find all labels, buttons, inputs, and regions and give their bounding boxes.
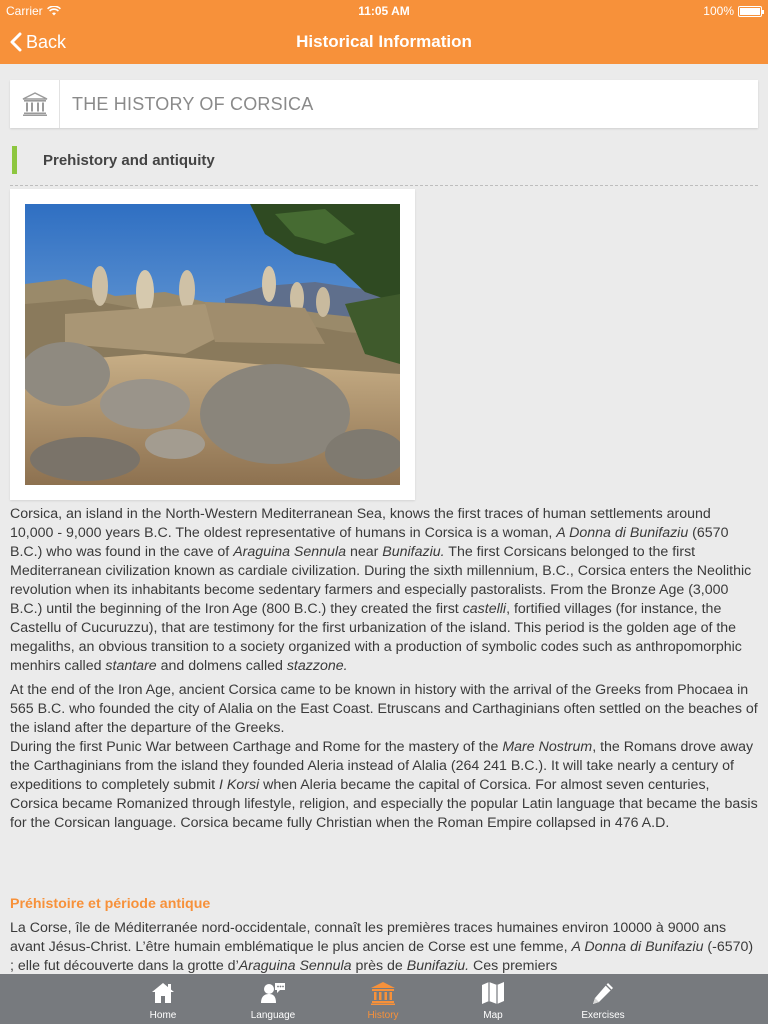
tab-home[interactable] bbox=[108, 974, 218, 1024]
status-bar bbox=[0, 0, 768, 20]
tab-bar bbox=[0, 974, 768, 1024]
museum-icon bbox=[22, 92, 48, 116]
english-paragraph-1: Corsica, an island in the North-Western Mediterranean Sea, knows the first traces of human settlements around 10,000 - 9,000 years B.C. The oldest representative of humans in Corsica is a woman, A Donna di Bunifaziu (6570 B.C.) who was found in the cave of Araguina Sennula near Bunifaziu. The first Corsicans belonged to the first Mediterranean civilization known as cardiale civilization. During the sixth millennium, B.C., Corsica enters the Neolithic revolution when its inhabitants become sedentary farmers and especially pastoralists. From the Bronze Age (3,000 B.C.) until the beginning of the Iron Age (800 B.C.) they created the first castelli, fortified villages (for instance, the Castellu of Cucuruzzu), that are testimony for the first urbanization of the island. This period is the golden age of the megaliths, an obvious transition to a society organized with a production of symbolic codes such as anthropomorphic menhirs called stantare and dolmens called stazzone. bbox=[10, 506, 752, 674]
megalith-photo bbox=[25, 204, 400, 485]
italic-term: Bunifaziu. bbox=[406, 958, 470, 974]
tab-language-label: Language bbox=[250, 1010, 296, 1021]
navigation-bar bbox=[0, 20, 768, 64]
section-title: Prehistory and antiquity bbox=[43, 151, 215, 169]
italic-term: Araguina Sennula bbox=[233, 544, 346, 560]
tab-history-label: History bbox=[367, 1010, 399, 1021]
section-divider bbox=[10, 185, 758, 186]
battery-label: 100% bbox=[703, 4, 734, 18]
map-icon bbox=[480, 980, 506, 1006]
italic-term: I Korsi bbox=[218, 777, 260, 793]
back-label: Back bbox=[26, 31, 67, 52]
carrier-label: Carrier bbox=[6, 4, 43, 18]
italic-term: stazzone. bbox=[286, 658, 348, 674]
clock: 11:05 AM bbox=[358, 4, 410, 18]
italic-term: Bunifaziu. bbox=[382, 544, 445, 560]
italic-term: castelli bbox=[462, 601, 507, 617]
tab-home-label: Home bbox=[149, 1010, 177, 1021]
language-icon bbox=[260, 980, 286, 1006]
history-title: THE HISTORY OF CORSICA bbox=[72, 93, 314, 114]
history-icon bbox=[370, 980, 396, 1006]
tab-exercises[interactable] bbox=[548, 974, 658, 1024]
italic-term: A Donna di Bunifaziu bbox=[571, 939, 704, 955]
section-header bbox=[12, 146, 215, 174]
french-paragraph-1: La Corse, île de Méditerranée nord-occidentale, connaît les premières traces humaines environ 10000 à 9000 ans avant Jésus-Christ. L’être humain emblématique le plus ancien de Corse est une femme, A Donna di Bunifaziu (-6570) ; elle fut découverte dans la grotte d’Araguina Sennula près de Bunifaziu. Ces premiers bbox=[10, 920, 754, 974]
header bbox=[0, 0, 768, 64]
french-section-title: Préhistoire et période antique bbox=[10, 896, 211, 912]
battery-indicator bbox=[703, 4, 762, 18]
content-scroll[interactable] bbox=[0, 64, 768, 974]
page-title: Historical Information bbox=[296, 32, 472, 51]
photo-frame bbox=[10, 189, 415, 500]
italic-term: Araguina Sennula bbox=[238, 958, 352, 974]
pencil-icon bbox=[590, 980, 616, 1006]
battery-icon bbox=[738, 6, 762, 17]
english-paragraph-2: At the end of the Iron Age, ancient Corsica came to be known in history with the arrival of the Greeks from Phocaea in 565 B.C. who founded the city of Alalia on the East Coast. Etruscans and Carthaginians often settled on the beaches of the island after the departure of the Greeks. bbox=[10, 682, 758, 736]
title-icon-box bbox=[10, 80, 60, 128]
tab-map-label: Map bbox=[483, 1010, 503, 1021]
italic-term: Mare Nostrum bbox=[502, 739, 593, 755]
history-title-card bbox=[10, 80, 758, 128]
italic-term: A Donna di Bunifaziu bbox=[556, 525, 689, 541]
home-icon bbox=[150, 980, 176, 1006]
section-accent-bar bbox=[12, 146, 17, 174]
tab-exercises-label: Exercises bbox=[581, 1010, 625, 1021]
tab-history[interactable] bbox=[328, 974, 438, 1024]
english-paragraph-3: During the first Punic War between Carthage and Rome for the mastery of the Mare Nostrum, the Romans drove away the Carthaginians from the island they founded Aleria instead of Alalia (264 241 B.C.). It will take nearly a century of expeditions to completely submit I Korsi when Aleria became the capital of Corsica. For almost seven centuries, Corsica became Romanized through lifestyle, religion, and especially the popular Latin language that became the basis for the Corsican language. Corsica became fully Christian when the Roman Empire collapsed in 476 A.D. bbox=[10, 739, 758, 831]
tab-language[interactable] bbox=[218, 974, 328, 1024]
tab-map[interactable] bbox=[438, 974, 548, 1024]
english-text bbox=[10, 505, 758, 838]
french-text bbox=[10, 919, 758, 974]
italic-term: stantare bbox=[105, 658, 157, 674]
